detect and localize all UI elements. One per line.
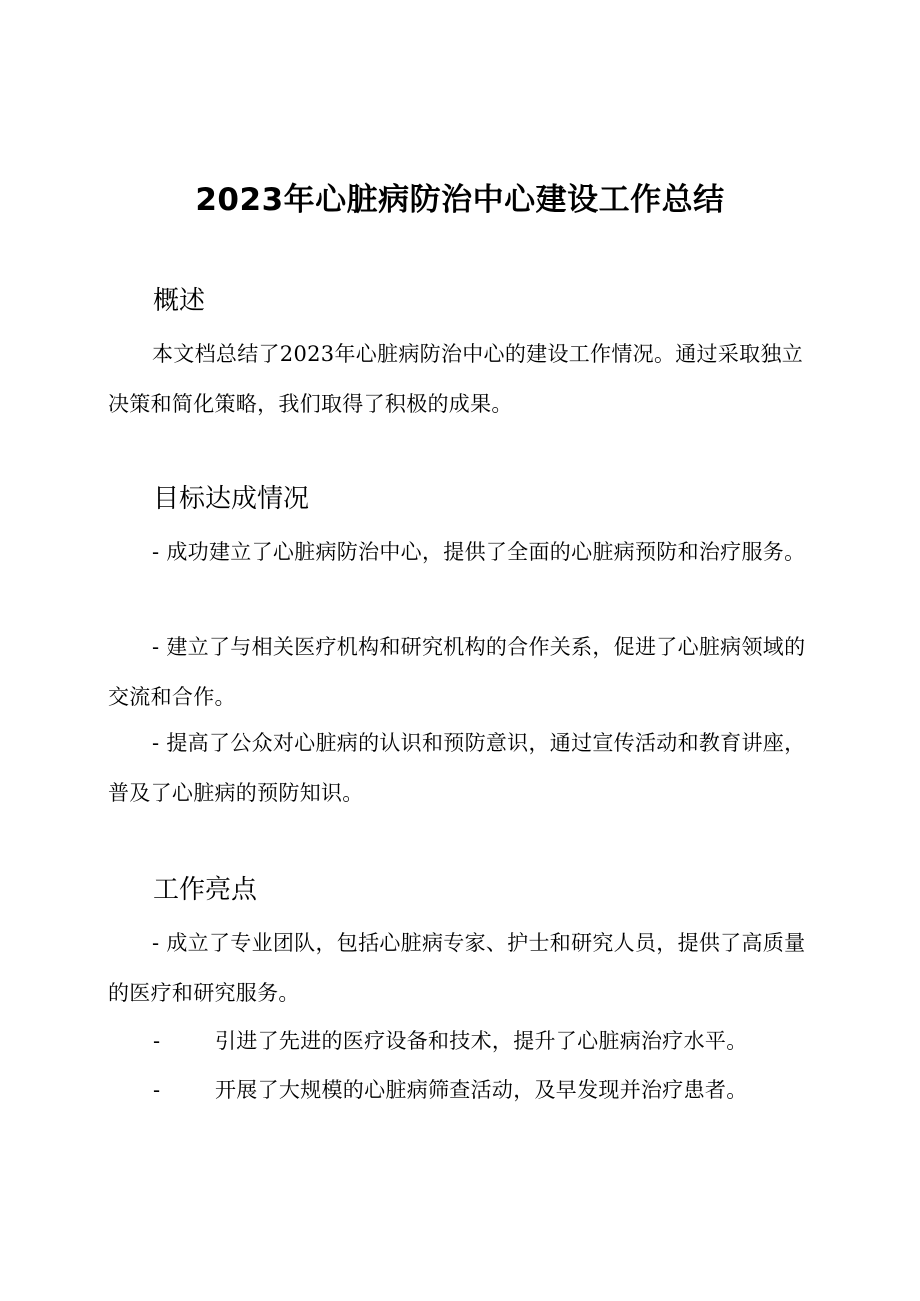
goal-item-1: - 成功建立了心脏病防治中心，提供了全面的心脏病预防和治疗服务。: [152, 540, 806, 564]
goal-item-2: - 建立了与相关医疗机构和研究机构的合作关系，促进了心脏病领域的交流和合作。: [108, 635, 806, 709]
bullet-dash: -: [153, 1029, 161, 1053]
highlight-item-1: - 成立了专业团队，包括心脏病专家、护士和研究人员，提供了高质量的医疗和研究服务。: [108, 931, 806, 1005]
section-heading-overview: 概述: [153, 286, 206, 316]
section-heading-goals: 目标达成情况: [153, 484, 310, 514]
bullet-dash: -: [153, 1078, 161, 1102]
document-title: 2023年心脏病防治中心建设工作总结: [195, 182, 725, 218]
section-heading-highlights: 工作亮点: [153, 875, 258, 905]
overview-paragraph: 本文档总结了2023年心脏病防治中心的建设工作情况。通过采取独立决策和简化策略，我们取得了积极的成果。: [108, 342, 804, 416]
bullet-text: 开展了大规模的心脏病筛查活动，及早发现并治疗患者。: [215, 1078, 748, 1102]
highlight-bullet-3: [153, 1072, 833, 1108]
goal-item-3: - 提高了公众对心脏病的认识和预防意识，通过宣传活动和教育讲座，普及了心脏病的预防知识。: [108, 731, 806, 805]
highlight-bullet-2: [153, 1023, 833, 1059]
bullet-text: 引进了先进的医疗设备和技术，提升了心脏病治疗水平。: [215, 1029, 748, 1053]
